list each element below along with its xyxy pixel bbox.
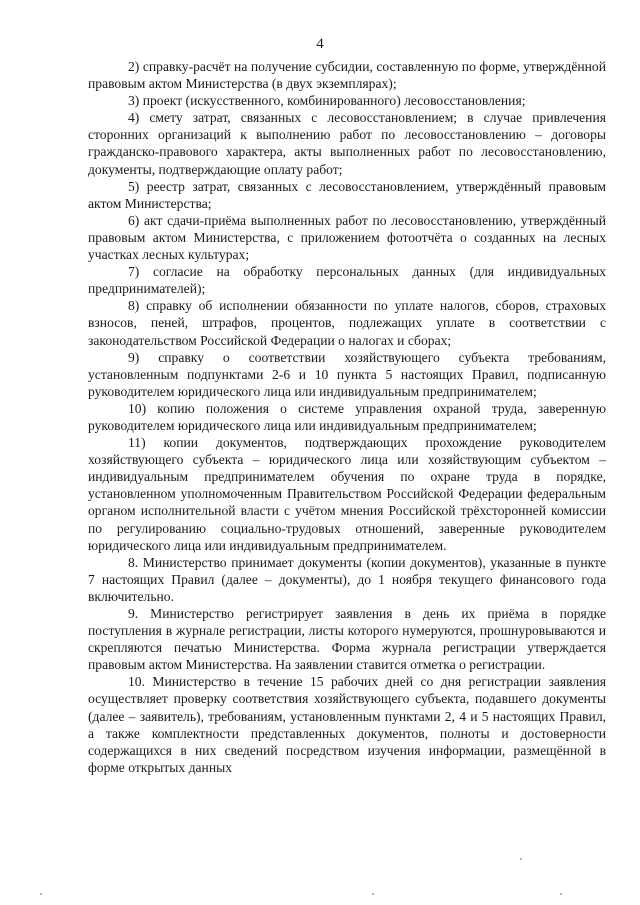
list-item-8: 8) справку об исполнении обязанности по уплате налогов, сборов, страховых взносов, пеней, штрафов, процентов, подлежащих уплате в соответствии с законодательством Российской Федерации о налогах и сборах; [88,298,606,348]
list-item-6: 6) акт сдачи-приёма выполненных работ по лесовосстановлению, утверждённый правовым актом Министерства, с приложением фотоотчёта о созданных на лесных участках лесных культурах; [88,212,606,263]
list-item-5: 5) реестр затрат, связанных с лесовосстановлением, утверждённый правовым актом Министерства; [88,178,606,211]
scan-artifact [372,893,374,895]
list-item-4: 4) смету затрат, связанных с лесовосстановлением; в случае привлечения сторонних организаций к выполнению работ по лесовосстановлению – договоры гражданско-правового характера, акты выполненных работ по лесовосстановлению, документы, подтверждающие оплату работ; [88,110,606,177]
list-item-10: 10) копию положения о системе управления охраной труда, заверенную руководителем юридического лица или индивидуальным предпринимателем; [88,400,606,433]
scan-artifact [520,858,522,860]
scan-artifact [40,893,42,895]
list-item-11: 11) копии документов, подтверждающих прохождение руководителем хозяйствующего субъекта – юридического лица или хозяйствующим субъектом – индивидуальным предпринимателем обучения по охране труда в порядке, установленном уполномоченным Правительством Российской Федерации федеральным органом исполнительной власти с учётом мнения Российской трёхсторонней комиссии по регулированию социально-трудовых отношений, заверенные руководителем юридического лица или индивидуальным предпринимателем. [88,435,606,553]
document-body [88,58,606,776]
list-item-3: 3) проект (искусственного, комбинированного) лесовосстановления; [128,93,526,109]
list-item-2: 2) справку-расчёт на получение субсидии, составленную по форме, утверждённой правовым актом Министерства (в двух экземплярах); [88,59,606,92]
list-item-9: 9) справку о соответствии хозяйствующего субъекта требованиям, установленным подпунктами 2-6 и 10 пункта 5 настоящих Правил, подписанную руководителем юридического лица или индивидуальным предпринимателем; [88,349,606,399]
clause-10: 10. Министерство в течение 15 рабочих дней со дня регистрации заявления осуществляет проверку соответствия хозяйствующего субъекта, подавшего документы (далее – заявитель), требованиям, установленным пунктами 2, 4 и 5 настоящих Правил, а также комплектности представленных документов, полноты и достоверности содержащихся в них сведений посредством изучения информации, размещённой в форме открытых данных [88,674,606,775]
clause-8: 8. Министерство принимает документы (копии документов), указанные в пункте 7 настоящих Правил (далее – документы), до 1 ноября текущего финансового года включительно. [88,554,606,604]
page-number: 4 [316,36,324,52]
clause-9: 9. Министерство регистрирует заявления в день их приёма в порядке поступления в журнале регистрации, листы которого нумеруются, прошнуровываются и скрепляются печатью Министерства. Форма журнала регистрации утверждается правовым актом Министерства. На заявлении ставится отметка о регистрации. [88,606,606,673]
list-item-7: 7) согласие на обработку персональных данных (для индивидуальных предпринимателей); [88,264,606,297]
scan-artifact [560,893,562,895]
